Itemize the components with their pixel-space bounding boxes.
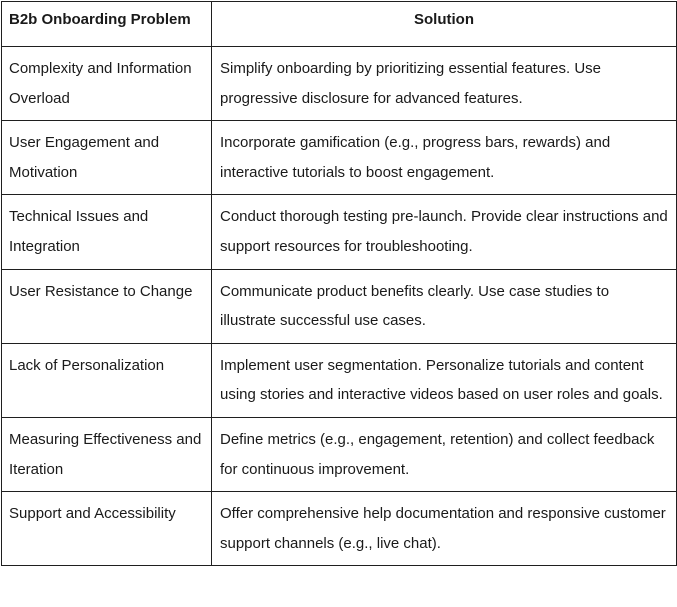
table-row [2, 195, 677, 269]
header-problem: B2b Onboarding Problem [2, 2, 212, 47]
solution-cell: Incorporate gamification (e.g., progress bars, rewards) and interactive tutorials to boost engagement. [212, 121, 677, 195]
solution-cell: Implement user segmentation. Personalize tutorials and content using stories and interactive videos based on user roles and goals. [212, 343, 677, 417]
solution-cell: Define metrics (e.g., engagement, retention) and collect feedback for continuous improvement. [212, 417, 677, 491]
problem-cell: Complexity and Information Overload [2, 47, 212, 121]
problem-cell: Lack of Personalization [2, 343, 212, 417]
solution-cell: Conduct thorough testing pre-launch. Provide clear instructions and support resources for troubleshooting. [212, 195, 677, 269]
table-row [2, 121, 677, 195]
table-row [2, 343, 677, 417]
table-row [2, 47, 677, 121]
problem-cell: User Engagement and Motivation [2, 121, 212, 195]
solution-cell: Simplify onboarding by prioritizing essential features. Use progressive disclosure for advanced features. [212, 47, 677, 121]
table-row [2, 492, 677, 566]
solution-cell: Communicate product benefits clearly. Use case studies to illustrate successful use cases. [212, 269, 677, 343]
table-row [2, 417, 677, 491]
solution-cell: Offer comprehensive help documentation and responsive customer support channels (e.g., live chat). [212, 492, 677, 566]
header-solution: Solution [212, 2, 677, 47]
problem-cell: Measuring Effectiveness and Iteration [2, 417, 212, 491]
problem-cell: Support and Accessibility [2, 492, 212, 566]
table-row [2, 269, 677, 343]
problem-cell: Technical Issues and Integration [2, 195, 212, 269]
table-header-row [2, 2, 677, 47]
problem-cell: User Resistance to Change [2, 269, 212, 343]
onboarding-problems-table [1, 1, 677, 566]
